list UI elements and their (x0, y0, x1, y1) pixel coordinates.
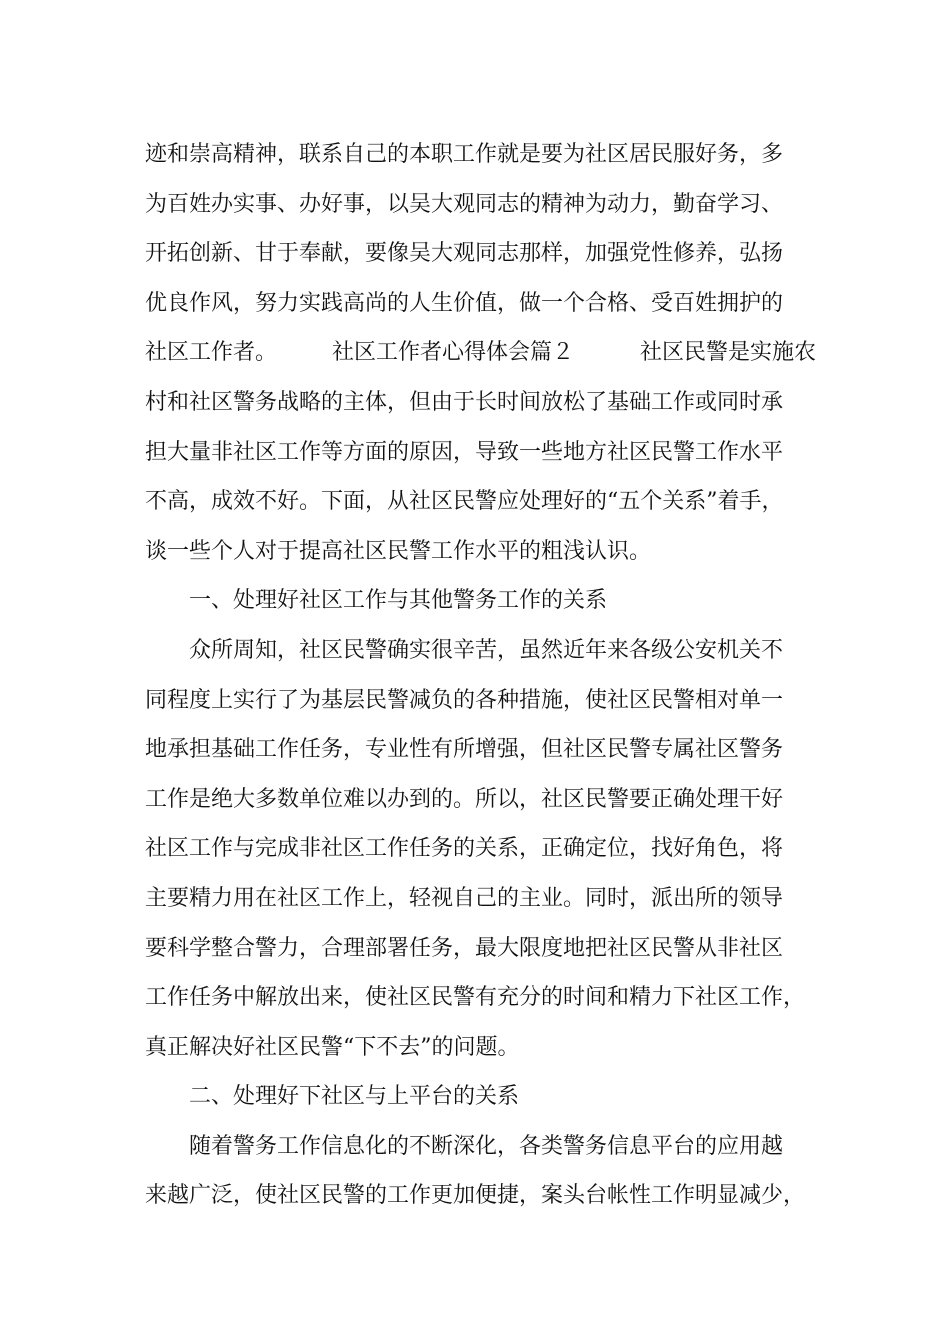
text-line: 众所周知，社区民警确实很辛苦，虽然近年来各级公安机关不 (189, 637, 784, 663)
document-body (145, 130, 825, 1221)
text-line: 要科学整合警力，合理部署任务，最大限度地把社区民警从非社区 (145, 935, 784, 961)
text-line: 村和社区警务战略的主体，但由于长时间放松了基础工作或同时承 (145, 389, 784, 415)
text-line: 谈一些个人对于提高社区民警工作水平的粗浅认识。 (145, 538, 652, 564)
text-line: 随着警务工作信息化的不断深化，各类警务信息平台的应用越 (189, 1133, 784, 1159)
text-line: 主要精力用在社区工作上，轻视自己的主业。同时，派出所的领导 (145, 885, 784, 911)
text-line: 同程度上实行了为基层民警减负的各种措施，使社区民警相对单一 (145, 687, 784, 713)
section-heading: 二、处理好下社区与上平台的关系 (189, 1084, 520, 1110)
text-line: 为百姓办实事、办好事，以吴大观同志的精神为动力，勤奋学习、 (145, 191, 784, 217)
text-line: 迹和崇高精神，联系自己的本职工作就是要为社区居民服好务，多 (145, 142, 784, 167)
text-line: 社区工作与完成非社区工作任务的关系，正确定位，找好角色，将 (145, 836, 784, 862)
section-heading: 一、处理好社区工作与其他警务工作的关系 (189, 588, 608, 614)
text-line: 地承担基础工作任务，专业性有所增强，但社区民警专属社区警务 (145, 737, 784, 763)
text-line: 工作是绝大多数单位难以办到的。所以，社区民警要正确处理干好 (145, 786, 784, 812)
text-line: 不高，成效不好。下面，从社区民警应处理好的“五个关系”着手， (145, 489, 784, 515)
text-line: 来越广泛，使社区民警的工作更加便捷，案头台帐性工作明显减少， (145, 1183, 806, 1209)
text-line: 工作任务中解放出来，使社区民警有充分的时间和精力下社区工作， (145, 985, 806, 1011)
text-line: 开拓创新、甘于奉献，要像吴大观同志那样，加强党性修养，弘扬 (145, 241, 784, 267)
text-line: 社区工作者。 社区工作者心得体会篇２ 社区民警是实施农 (145, 340, 817, 366)
text-line: 优良作风，努力实践高尚的人生价值，做一个合格、受百姓拥护的 (145, 290, 784, 316)
text-line: 真正解决好社区民警“下不去”的问题。 (145, 1034, 520, 1060)
text-line: 担大量非社区工作等方面的原因，导致一些地方社区民警工作水平 (145, 439, 784, 465)
